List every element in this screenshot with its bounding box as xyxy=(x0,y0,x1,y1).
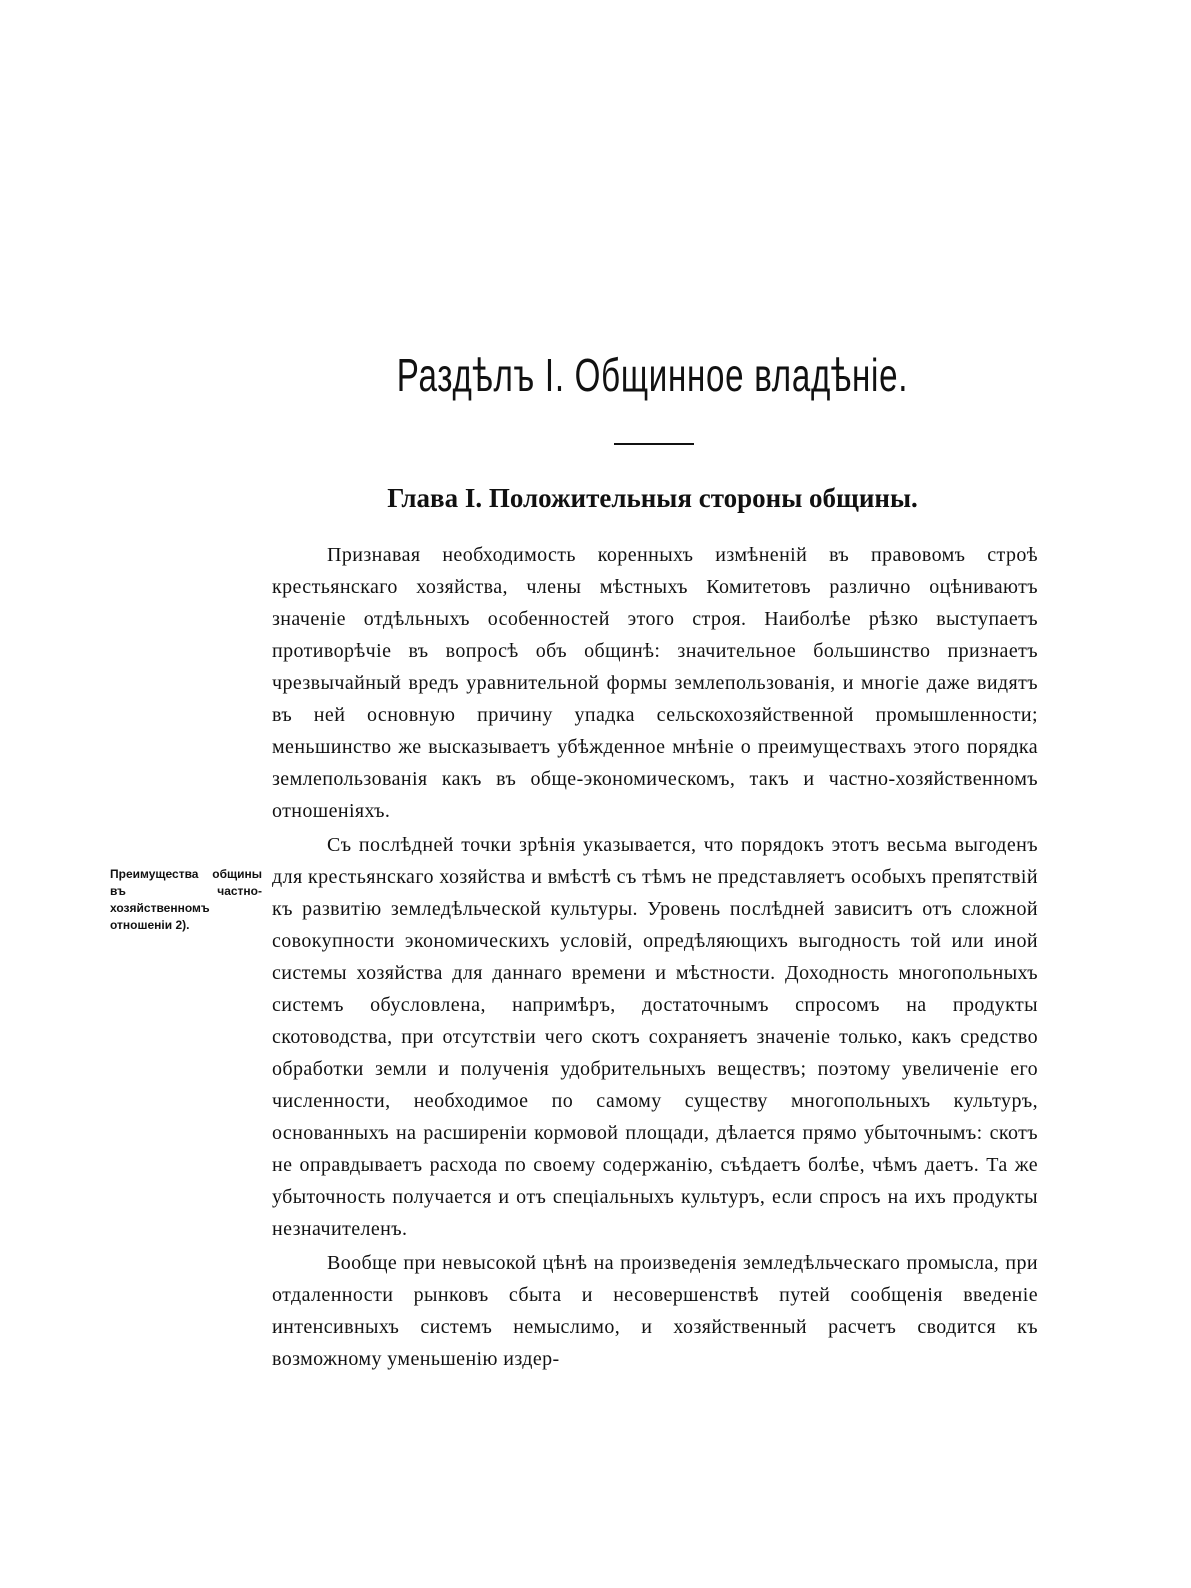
body-text xyxy=(272,539,1038,1375)
title-divider xyxy=(614,443,694,445)
paragraph: Съ послѣдней точки зрѣнія указывается, что порядокъ этотъ весьма выгоденъ для крестьянскаго хозяйства и вмѣстѣ съ тѣмъ не представляетъ особыхъ препятствій къ развитію земледѣльческой культуры. Уровень послѣдней зависитъ отъ сложной совокупности экономическихъ условій, опредѣляющихъ выгодность той или иной системы хозяйства для даннаго времени и мѣстности. Доходность многопольныхъ системъ обусловлена, напримѣръ, достаточнымъ спросомъ на продукты скотоводства, при отсутствіи чего скотъ сохраняетъ значеніе только, какъ средство обработки земли и полученія удобрительныхъ веществъ; поэтому увеличеніе его численности, необходимое по самому существу многопольныхъ культуръ, основанныхъ на расширеніи кормовой площади, дѣлается прямо убыточнымъ: скотъ не оправдываетъ расхода по своему содержанію, съѣдаетъ болѣе, чѣмъ даетъ. Та же убыточность получается и отъ спеціальныхъ культуръ, если спросъ на ихъ продукты незначителенъ. xyxy=(272,834,1038,1240)
paragraph: Признавая необходимость коренныхъ измѣненій въ правовомъ строѣ крестьянскаго хозяйства, члены мѣстныхъ Комитетовъ различно оцѣниваютъ значеніе отдѣльныхъ особенностей этого строя. Наиболѣе рѣзко выступаетъ противорѣчіе въ вопросѣ объ общинѣ: значительное большинство признаетъ чрезвычайный вредъ уравнительной формы землепользованія, и многіе даже видятъ въ ней основную причину упадка сельскохозяйственной промышленности; меньшинство же высказываетъ убѣжденное мнѣніе о преимуществахъ этого порядка землепользованія какъ въ обще-экономическомъ, такъ и частно-хозяйственномъ отношеніяхъ. xyxy=(272,544,1038,822)
chapter-title: Глава I. Положительныя стороны общины. xyxy=(387,483,918,513)
paragraph: Вообще при невысокой цѣнѣ на произведенія земледѣльческаго промысла, при отдаленности рынковъ сбыта и несовершенствѣ путей сообщенія введеніе интенсивныхъ системъ немыслимо, и хозяйственный расчетъ сводится къ возможному уменьшенію издер- xyxy=(272,1252,1038,1370)
section-title: Раздѣлъ I. Общинное владѣніе. xyxy=(396,349,909,401)
margin-note: Преимущества общины въ частно-хозяйственномъ отношеніи 2). xyxy=(110,867,262,932)
